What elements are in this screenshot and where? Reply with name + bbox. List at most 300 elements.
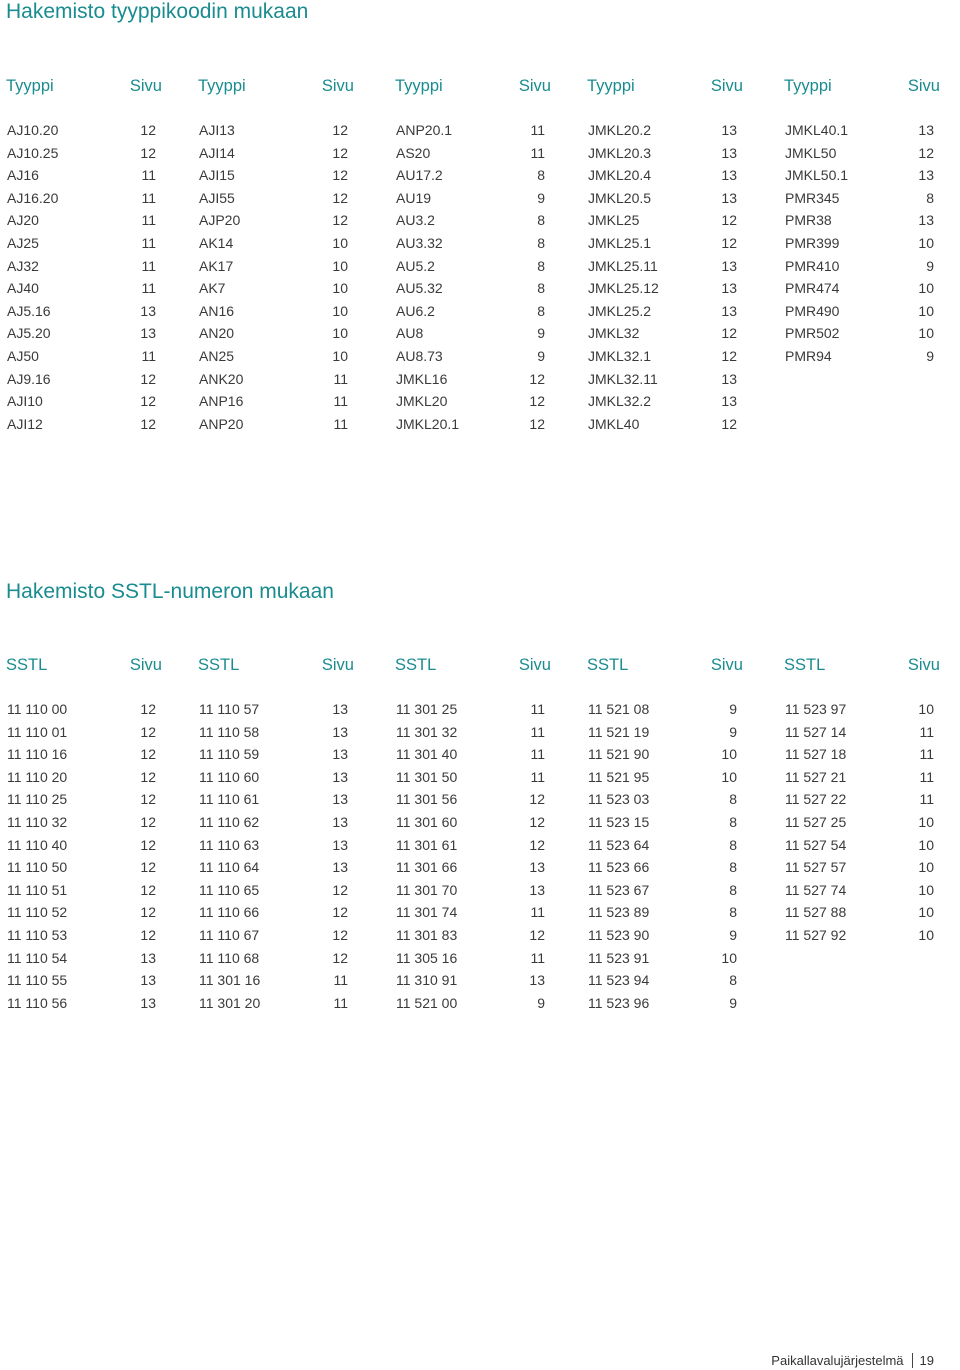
- index-row: [587, 721, 737, 744]
- index-entry-page: 13: [721, 370, 737, 387]
- index-entry-code: AU8: [396, 325, 424, 342]
- index-row: [395, 924, 545, 947]
- index-row: [198, 698, 348, 721]
- index-entry-page: 11: [141, 167, 156, 184]
- index-row: [587, 879, 737, 902]
- index-column: [784, 653, 940, 947]
- index-row: [198, 255, 348, 278]
- index-entry-page: 12: [529, 836, 545, 853]
- index-row: [198, 300, 348, 323]
- index-entry-page: 8: [729, 904, 737, 921]
- index-entry-code: 11 301 32: [396, 723, 458, 740]
- index-entry-page: 11: [141, 212, 156, 229]
- index-row: [395, 390, 545, 413]
- index-entry-page: 13: [140, 949, 156, 966]
- index-entry-code: AU3.2: [396, 212, 435, 229]
- index-entry-code: AN16: [199, 302, 235, 319]
- index-entry-code: AN20: [199, 325, 235, 342]
- index-row: [198, 164, 348, 187]
- index-entry-code: JMKL20.4: [588, 167, 652, 184]
- index-entry-code: 11 110 56: [7, 994, 68, 1011]
- index-entry-page: 12: [529, 370, 545, 387]
- index-entry-page: 12: [332, 189, 348, 206]
- index-entry-page: 12: [140, 144, 156, 161]
- page-footer: [771, 1353, 934, 1369]
- index-row: [784, 698, 934, 721]
- index-entry-page: 12: [529, 393, 545, 410]
- index-entry-code: 11 521 90: [588, 746, 650, 763]
- index-entry-page: 12: [332, 212, 348, 229]
- index-row: [395, 187, 545, 210]
- index-entry-code: 11 110 65: [199, 881, 260, 898]
- index-row: [395, 788, 545, 811]
- index-entry-code: 11 527 22: [785, 791, 847, 808]
- index-entry-code: 11 110 25: [7, 791, 68, 808]
- index-entry-code: AK17: [199, 257, 234, 274]
- index-entry-code: AJ50: [7, 347, 39, 364]
- index-entry-page: 10: [721, 746, 737, 763]
- index-entry-page: 13: [332, 791, 348, 808]
- column-header-page: Sivu: [321, 77, 354, 95]
- index-entry-code: 11 523 03: [588, 791, 650, 808]
- index-entry-page: 10: [918, 280, 934, 297]
- index-row: [784, 142, 934, 165]
- index-entry-code: AJP20: [199, 212, 241, 229]
- index-entry-page: 13: [140, 325, 156, 342]
- index-row: [395, 277, 545, 300]
- index-entry-code: AJ16.20: [7, 189, 59, 206]
- index-entry-code: JMKL20.1: [396, 415, 460, 432]
- index-entry-page: 11: [530, 949, 545, 966]
- index-entry-code: JMKL40.1: [785, 122, 849, 138]
- index-row: [6, 232, 156, 255]
- index-entry-code: 11 523 91: [588, 949, 650, 966]
- index-row: [198, 947, 348, 970]
- index-entry-page: 13: [721, 280, 737, 297]
- index-entry-code: ANP20.1: [396, 122, 453, 138]
- index-row: [6, 698, 156, 721]
- index-entry-page: 11: [530, 122, 545, 138]
- index-entry-page: 8: [729, 881, 737, 898]
- index-entry-code: AJI14: [199, 144, 235, 161]
- index-row: [198, 187, 348, 210]
- index-row: [395, 901, 545, 924]
- index-entry-code: 11 523 97: [785, 701, 847, 717]
- index-entry-code: 11 527 92: [785, 926, 847, 943]
- index-entry-page: 8: [729, 836, 737, 853]
- index-row: [395, 209, 545, 232]
- index-row: [198, 209, 348, 232]
- index-row: [6, 413, 156, 436]
- index-row: [6, 209, 156, 232]
- index-column: [784, 74, 940, 368]
- index-row: [587, 232, 737, 255]
- column-header-page: Sivu: [710, 656, 743, 674]
- column-header-page: Sivu: [518, 77, 551, 95]
- index-entry-code: 11 523 66: [588, 859, 650, 876]
- column-header: [784, 653, 940, 677]
- index-row: [784, 743, 934, 766]
- index-row: [198, 322, 348, 345]
- index-entry-page: 13: [721, 122, 737, 138]
- index-entry-code: AJ40: [7, 280, 39, 297]
- index-row: [395, 322, 545, 345]
- index-entry-page: 11: [141, 280, 156, 297]
- index-row: [6, 766, 156, 789]
- index-row: [587, 766, 737, 789]
- index-entry-code: AJ9.16: [7, 370, 51, 387]
- index-row: [587, 187, 737, 210]
- index-entry-code: JMKL20: [396, 393, 448, 410]
- index-entry-page: 13: [529, 881, 545, 898]
- index-row: [395, 766, 545, 789]
- index-entry-code: AJ5.16: [7, 302, 51, 319]
- index-entry-page: 12: [721, 415, 737, 432]
- index-entry-code: 11 110 66: [199, 904, 260, 921]
- index-entry-page: 10: [332, 257, 348, 274]
- index-entry-code: AU17.2: [396, 167, 443, 184]
- index-entry-page: 11: [919, 768, 934, 785]
- index-entry-code: 11 301 50: [396, 768, 458, 785]
- index-row: [395, 345, 545, 368]
- index-row: [587, 834, 737, 857]
- index-entry-page: 10: [332, 347, 348, 364]
- index-entry-page: 8: [729, 972, 737, 989]
- index-row: [395, 164, 545, 187]
- index-entry-code: PMR38: [785, 212, 832, 229]
- index-row: [395, 856, 545, 879]
- index-entry-page: 12: [140, 746, 156, 763]
- index-row: [6, 142, 156, 165]
- index-entry-code: AU3.32: [396, 234, 443, 251]
- index-entry-page: 11: [530, 723, 545, 740]
- index-entry-code: AU19: [396, 189, 432, 206]
- index-row: [587, 788, 737, 811]
- index-row: [784, 766, 934, 789]
- index-entry-code: JMKL25.2: [588, 302, 652, 319]
- column-header: [587, 74, 743, 98]
- index-entry-page: 11: [141, 347, 156, 364]
- index-row: [587, 255, 737, 278]
- index-row: [6, 721, 156, 744]
- column-header-key: Tyyppi: [784, 77, 832, 95]
- index-row: [198, 277, 348, 300]
- index-row: [198, 413, 348, 436]
- index-row: [587, 119, 737, 142]
- index-row: [6, 856, 156, 879]
- index-row: [395, 992, 545, 1015]
- index-entry-page: 12: [332, 926, 348, 943]
- index-row: [395, 698, 545, 721]
- index-entry-code: 11 301 60: [396, 813, 458, 830]
- index-entry-code: PMR490: [785, 302, 840, 319]
- index-row: [587, 277, 737, 300]
- index-row: [198, 345, 348, 368]
- index-entry-code: PMR410: [785, 257, 840, 274]
- index-entry-code: 11 527 54: [785, 836, 847, 853]
- index-row: [6, 901, 156, 924]
- index-entry-page: 12: [140, 370, 156, 387]
- index-entry-page: 13: [332, 836, 348, 853]
- index-entry-page: 10: [918, 926, 934, 943]
- index-column: [395, 653, 551, 1014]
- index-entry-page: 12: [140, 813, 156, 830]
- index-entry-page: 12: [140, 836, 156, 853]
- index-entry-page: 13: [721, 167, 737, 184]
- column-header: [198, 74, 354, 98]
- index-entry-page: 13: [721, 302, 737, 319]
- index-entry-page: 12: [529, 791, 545, 808]
- index-entry-page: 9: [537, 347, 545, 364]
- column-header-page: Sivu: [907, 656, 940, 674]
- index-entry-code: 11 110 60: [199, 768, 260, 785]
- index-entry-page: 10: [918, 325, 934, 342]
- index-entry-code: JMKL20.3: [588, 144, 652, 161]
- index-entry-code: 11 301 66: [396, 859, 458, 876]
- index-entry-page: 10: [721, 768, 737, 785]
- index-entry-page: 12: [529, 926, 545, 943]
- index-entry-page: 11: [530, 904, 545, 921]
- index-entry-page: 13: [918, 122, 934, 138]
- index-entry-page: 8: [537, 302, 545, 319]
- index-entry-code: PMR399: [785, 234, 840, 251]
- index-entry-page: 9: [926, 257, 934, 274]
- index-entry-page: 10: [332, 325, 348, 342]
- index-entry-page: 11: [919, 791, 934, 808]
- index-entry-page: 9: [926, 347, 934, 364]
- index-entry-page: 8: [926, 189, 934, 206]
- index-row: [198, 232, 348, 255]
- index-row: [395, 119, 545, 142]
- index-row: [587, 924, 737, 947]
- index-row: [198, 142, 348, 165]
- index-entry-page: 10: [332, 280, 348, 297]
- index-entry-code: AJ5.20: [7, 325, 51, 342]
- index-row: [784, 232, 934, 255]
- index-entry-code: JMKL32.2: [588, 393, 652, 410]
- index-entry-page: 13: [140, 994, 156, 1011]
- index-row: [587, 300, 737, 323]
- index-entry-code: 11 110 57: [199, 701, 260, 717]
- index-entry-code: JMKL25.12: [588, 280, 659, 297]
- index-entry-page: 13: [332, 813, 348, 830]
- column-header-page: Sivu: [321, 656, 354, 674]
- index-entry-code: AJ20: [7, 212, 39, 229]
- index-entry-code: 11 523 89: [588, 904, 650, 921]
- index-row: [395, 300, 545, 323]
- index-entry-page: 12: [332, 904, 348, 921]
- index-entry-code: AK14: [199, 234, 234, 251]
- index-row: [784, 209, 934, 232]
- index-entry-code: AK7: [199, 280, 226, 297]
- index-entry-code: 11 110 64: [199, 859, 260, 876]
- index-column: [6, 74, 162, 435]
- index-entry-page: 11: [530, 144, 545, 161]
- index-row: [784, 164, 934, 187]
- index-entry-page: 11: [141, 189, 156, 206]
- column-header-page: Sivu: [518, 656, 551, 674]
- index-entry-page: 9: [729, 994, 737, 1011]
- index-entry-page: 12: [140, 393, 156, 410]
- index-row: [587, 142, 737, 165]
- index-row: [587, 743, 737, 766]
- index-entry-code: JMKL25.11: [588, 257, 658, 274]
- index-entry-code: AJI12: [7, 415, 43, 432]
- index-row: [395, 721, 545, 744]
- index-entry-code: 11 523 94: [588, 972, 650, 989]
- index-entry-code: 11 523 15: [588, 813, 650, 830]
- index-entry-code: 11 301 20: [199, 994, 261, 1011]
- index-entry-page: 10: [721, 949, 737, 966]
- column-header-page: Sivu: [710, 77, 743, 95]
- index-row: [395, 255, 545, 278]
- index-row: [198, 743, 348, 766]
- index-entry-page: 13: [918, 212, 934, 229]
- index-entry-code: 11 110 62: [199, 813, 260, 830]
- index-row: [6, 992, 156, 1015]
- index-row: [395, 142, 545, 165]
- index-entry-code: 11 110 52: [7, 904, 68, 921]
- index-by-type-title: Hakemisto tyyppikoodin mukaan: [6, 0, 309, 23]
- index-entry-code: 11 527 25: [785, 813, 847, 830]
- index-entry-page: 13: [721, 144, 737, 161]
- index-entry-code: AJ10.20: [7, 122, 59, 138]
- index-entry-code: 11 301 16: [199, 972, 261, 989]
- index-entry-page: 12: [140, 723, 156, 740]
- index-entry-code: 11 310 91: [396, 972, 458, 989]
- index-entry-page: 8: [537, 212, 545, 229]
- index-entry-page: 12: [721, 347, 737, 364]
- column-header-key: SSTL: [395, 656, 437, 674]
- index-entry-code: 11 527 88: [785, 904, 847, 921]
- index-entry-code: PMR345: [785, 189, 840, 206]
- index-row: [6, 164, 156, 187]
- index-row: [587, 698, 737, 721]
- index-row: [198, 811, 348, 834]
- index-by-sstl-title: Hakemisto SSTL-numeron mukaan: [6, 580, 334, 603]
- index-entry-page: 12: [332, 949, 348, 966]
- column-header: [395, 74, 551, 98]
- index-entry-page: 11: [141, 257, 156, 274]
- index-entry-code: AU5.32: [396, 280, 443, 297]
- column-header: [587, 653, 743, 677]
- index-entry-page: 13: [721, 257, 737, 274]
- index-entry-page: 13: [529, 859, 545, 876]
- index-entry-page: 8: [537, 280, 545, 297]
- index-entry-page: 13: [332, 859, 348, 876]
- index-row: [6, 119, 156, 142]
- index-entry-code: 11 527 57: [785, 859, 847, 876]
- index-entry-page: 13: [332, 746, 348, 763]
- index-entry-page: 8: [729, 859, 737, 876]
- index-entry-code: AN25: [199, 347, 235, 364]
- index-entry-page: 9: [729, 723, 737, 740]
- index-entry-code: AU8.73: [396, 347, 443, 364]
- index-entry-code: 11 110 68: [199, 949, 260, 966]
- index-entry-code: 11 110 16: [7, 746, 68, 763]
- index-entry-page: 13: [529, 972, 545, 989]
- index-row: [198, 788, 348, 811]
- index-entry-page: 12: [140, 768, 156, 785]
- column-header: [784, 74, 940, 98]
- index-entry-code: 11 523 90: [588, 926, 650, 943]
- index-entry-page: 10: [918, 859, 934, 876]
- index-entry-page: 8: [729, 791, 737, 808]
- index-row: [6, 345, 156, 368]
- index-column: [6, 653, 162, 1014]
- column-header-key: SSTL: [587, 656, 629, 674]
- index-entry-page: 13: [140, 972, 156, 989]
- index-entry-page: 8: [537, 257, 545, 274]
- index-entry-page: 12: [332, 144, 348, 161]
- index-entry-page: 13: [332, 723, 348, 740]
- index-row: [198, 901, 348, 924]
- index-entry-page: 9: [537, 189, 545, 206]
- index-entry-code: JMKL16: [396, 370, 448, 387]
- index-entry-page: 11: [333, 370, 348, 387]
- index-entry-code: 11 110 63: [199, 836, 260, 853]
- index-entry-code: 11 301 61: [396, 836, 458, 853]
- index-row: [198, 834, 348, 857]
- index-entry-code: 11 110 67: [199, 926, 260, 943]
- index-entry-code: JMKL20.5: [588, 189, 652, 206]
- index-entry-code: 11 523 67: [588, 881, 650, 898]
- column-header-key: Tyyppi: [6, 77, 54, 95]
- index-row: [784, 834, 934, 857]
- index-row: [587, 164, 737, 187]
- index-entry-code: AJI10: [7, 393, 43, 410]
- index-row: [587, 969, 737, 992]
- index-row: [784, 277, 934, 300]
- index-entry-page: 12: [918, 144, 934, 161]
- index-entry-code: PMR94: [785, 347, 832, 364]
- index-row: [6, 788, 156, 811]
- index-entry-page: 12: [332, 881, 348, 898]
- index-entry-code: 11 527 14: [785, 723, 847, 740]
- index-entry-page: 11: [333, 415, 348, 432]
- page-number: 19: [919, 1353, 934, 1368]
- index-row: [784, 119, 934, 142]
- index-entry-page: 12: [140, 791, 156, 808]
- index-entry-code: JMKL32: [588, 325, 640, 342]
- index-entry-page: 12: [140, 926, 156, 943]
- column-header-page: Sivu: [907, 77, 940, 95]
- index-row: [587, 413, 737, 436]
- index-entry-code: AJ16: [7, 167, 39, 184]
- index-row: [587, 856, 737, 879]
- index-entry-page: 9: [537, 994, 545, 1011]
- index-entry-page: 13: [332, 701, 348, 717]
- index-entry-code: 11 305 16: [396, 949, 458, 966]
- index-entry-page: 12: [721, 325, 737, 342]
- index-row: [6, 811, 156, 834]
- index-entry-code: 11 521 08: [588, 701, 650, 717]
- index-entry-code: AJ32: [7, 257, 39, 274]
- index-entry-code: AS20: [396, 144, 431, 161]
- index-entry-page: 12: [721, 212, 737, 229]
- index-entry-page: 10: [918, 701, 934, 717]
- index-row: [587, 390, 737, 413]
- index-entry-code: 11 110 53: [7, 926, 68, 943]
- index-row: [6, 300, 156, 323]
- index-entry-code: AU5.2: [396, 257, 435, 274]
- index-entry-page: 12: [140, 904, 156, 921]
- index-entry-code: 11 110 54: [7, 949, 68, 966]
- column-header: [395, 653, 551, 677]
- index-entry-page: 12: [140, 122, 156, 138]
- index-column: [395, 74, 551, 435]
- index-row: [198, 766, 348, 789]
